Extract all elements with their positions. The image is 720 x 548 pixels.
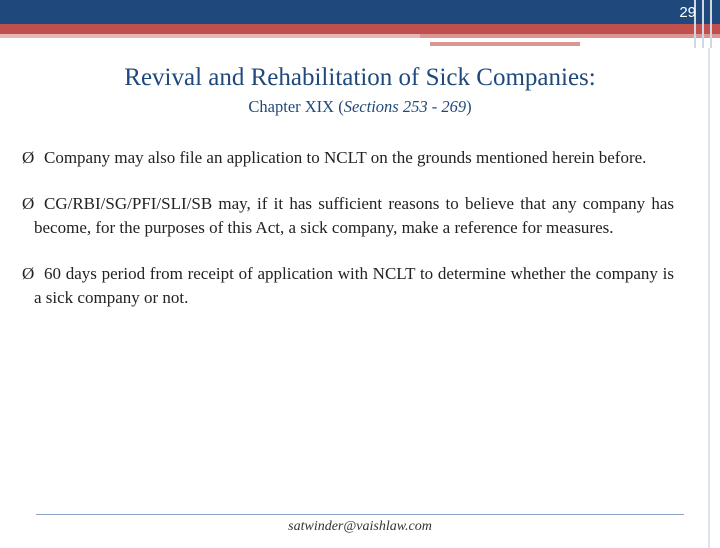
footer-divider <box>36 514 684 515</box>
header-accent-stripe-short <box>430 42 580 46</box>
slide-subtitle <box>0 97 720 117</box>
bullet-item <box>22 262 674 310</box>
bullet-arrow-icon: Ø <box>22 148 35 167</box>
bullet-item <box>22 192 674 240</box>
header-accent-stripe-light <box>0 34 420 38</box>
bullet-list <box>22 146 674 332</box>
decorative-side-line <box>708 48 710 548</box>
header-accent-stripe-right <box>420 34 720 38</box>
bullet-item <box>22 146 674 170</box>
subtitle-prefix: Chapter XIX ( <box>248 97 344 116</box>
bullet-text: 60 days period from receipt of application with NCLT to determine whether the company is a sick company or not. <box>34 264 674 307</box>
bullet-text: CG/RBI/SG/PFI/SLI/SB may, if it has sufficient reasons to believe that any company has become, for the purposes of this Act, a sick company, make a reference for measures. <box>34 194 674 237</box>
header-bar <box>0 0 720 24</box>
slide-title: Revival and Rehabilitation of Sick Companies: <box>124 64 596 91</box>
page-number: 29 <box>679 4 696 21</box>
header-accent-stripe <box>0 24 720 34</box>
subtitle-sections: Sections 253 - 269 <box>343 97 467 116</box>
bullet-text: Company may also file an application to NCLT on the grounds mentioned herein before. <box>44 148 647 167</box>
subtitle-suffix: ) <box>466 97 472 116</box>
bullet-arrow-icon: Ø <box>22 194 35 213</box>
bullet-arrow-icon: Ø <box>22 264 35 283</box>
footer-email: satwinder@vaishlaw.com <box>288 519 432 534</box>
